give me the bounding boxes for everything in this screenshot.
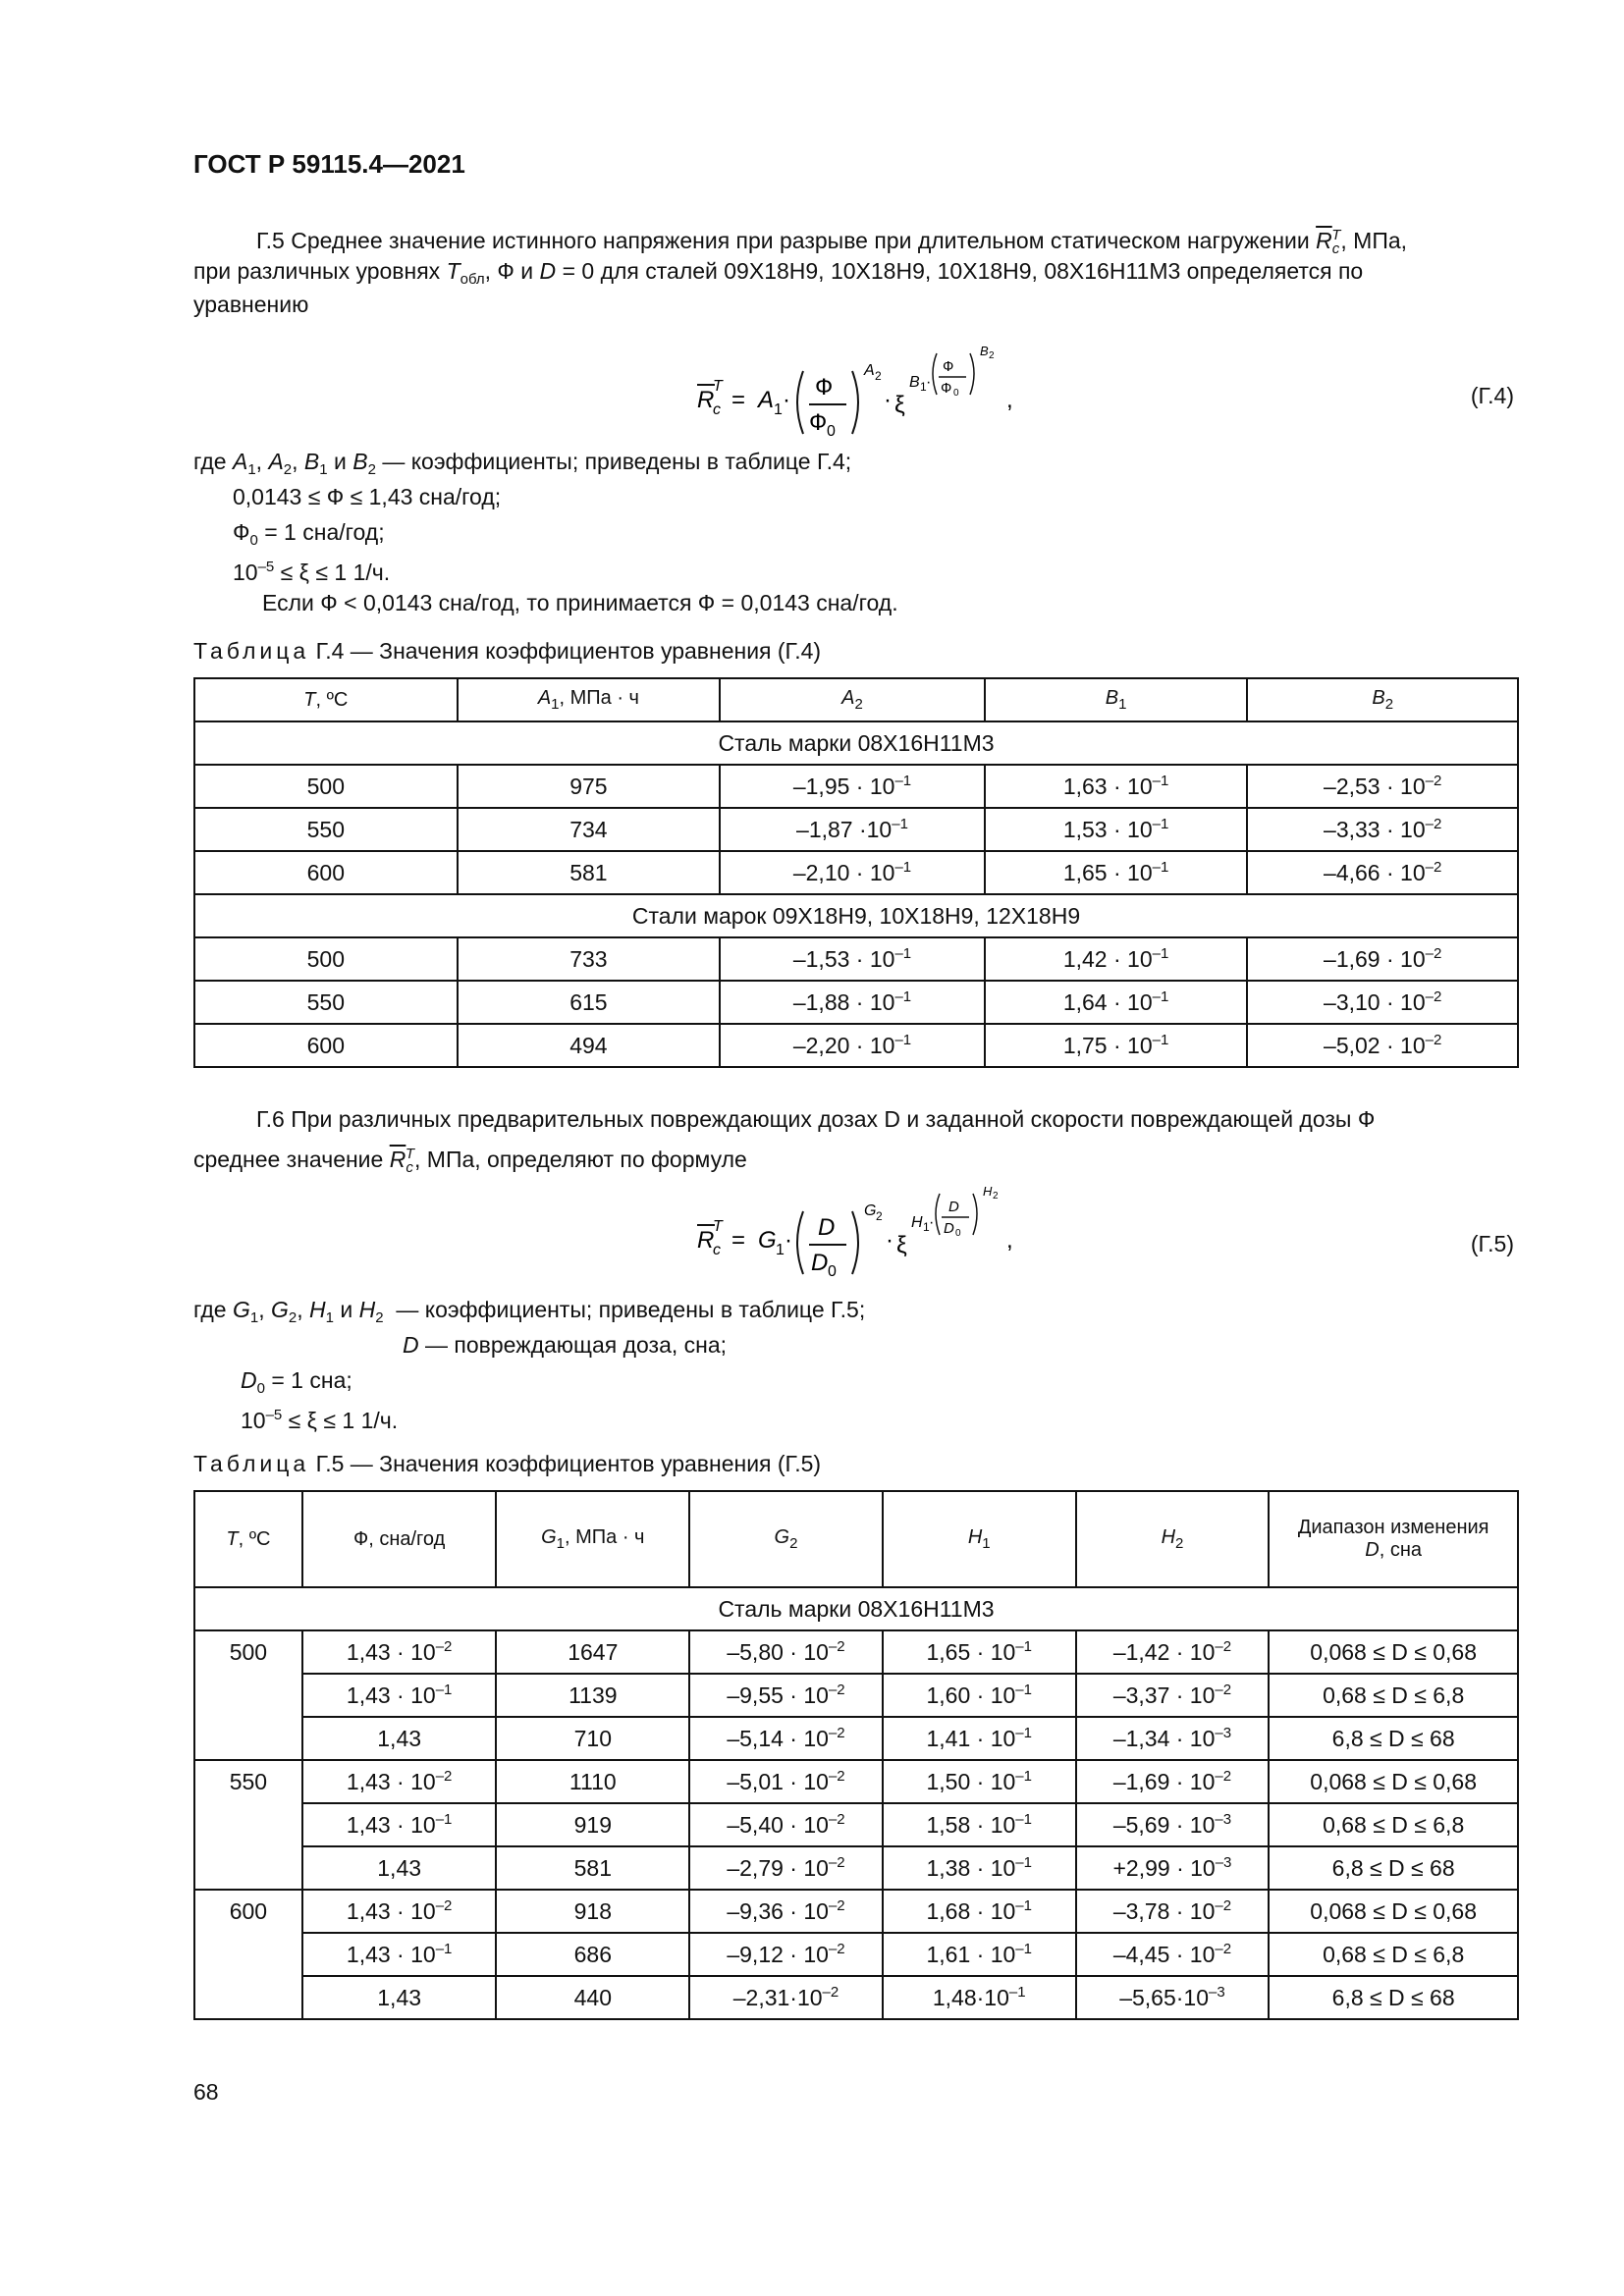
table5-col-phi: Ф, сна/год (302, 1491, 497, 1587)
equation-number-g5: (Г.5) (1470, 1231, 1514, 1256)
svg-text:H: H (983, 1184, 993, 1199)
svg-text:B: B (980, 344, 989, 358)
svg-text:D: D (811, 1250, 829, 1276)
table4-col-a2: $A_2$ (720, 678, 985, 721)
g5-paragraph-line3: уравнению (193, 292, 309, 317)
table5-col-t: T, ºC (194, 1491, 302, 1587)
svg-text:Ф: Ф (815, 374, 834, 400)
svg-text:T: T (713, 378, 723, 395)
equation-number-g4: (Г.4) (1470, 383, 1514, 408)
svg-text:1: 1 (923, 1220, 930, 1234)
svg-text:c: c (713, 401, 721, 418)
table-row: 1,43 581 $-2,79 \cdot 10^{-2}$ $1,38 \cdot 10^{-1}$ $+2,99 \cdot 10^{-3}$ 6,8 ≤ D ≤ 68 (194, 1846, 1518, 1890)
svg-text:D: D (818, 1214, 836, 1241)
table-row: 1,43 440 $-2,31\cdot 10^{-2}$ $1,48\cdot 10^{-1}$ $-5,65\cdot 10^{-3}$ 6,8 ≤ D ≤ 68 (194, 1976, 1518, 2019)
table5-col-range: Диапазон изменения D, сна (1269, 1491, 1518, 1587)
temp-cell: 600 (194, 1890, 302, 2019)
d-definition: D — повреждающая доза, сна; (403, 1332, 728, 1358)
svg-text:·: · (783, 387, 790, 413)
table5-caption: Таблица Г.5 — Значения коэффициентов уравнения (Г.5) (193, 1451, 822, 1476)
table-row: 550 734 $-1,87 \cdot 10^{-1}$ $1,53 \cdot 10^{-1}$ $-3,33 \cdot 10^{-2}$ (194, 808, 1518, 851)
svg-text:A: A (864, 362, 875, 379)
g5-paragraph-line1: Г.5 Среднее значение истинного напряжения при разрыве при длительном статическом нагружении $\overline{R}_c^T$, МПа, (256, 227, 1408, 257)
table4-caption: Таблица Г.4 — Значения коэффициентов уравнения (Г.4) (193, 638, 822, 664)
svg-text:G: G (864, 1202, 877, 1219)
table5-col-g1: $G_1$, МПа · ч (496, 1491, 689, 1587)
svg-text:R: R (697, 387, 715, 413)
table-row: 600 494 $-2,20 \cdot 10^{-1}$ $1,75 \cdot 10^{-1}$ $-5,02 \cdot 10^{-2}$ (194, 1024, 1518, 1067)
table5-group-title: Сталь марки 08Х16Н11М3 (194, 1587, 1518, 1630)
svg-text:H: H (911, 1214, 923, 1231)
phi0-value: $Ф_0 = 1$ сна/год; (233, 519, 385, 549)
table4-col-a1: $A_1$, МПа · ч (458, 678, 721, 721)
table-row: 500 733 $-1,53 \cdot 10^{-1}$ $1,42 \cdot 10^{-1}$ $-1,69 \cdot 10^{-2}$ (194, 937, 1518, 981)
svg-text:,: , (1006, 387, 1013, 413)
table4-group-title: Стали марок 09Х18Н9, 10Х18Н9, 12Х18Н9 (194, 894, 1518, 937)
table4-col-b2: $B_2$ (1247, 678, 1518, 721)
table-row: 500 975 $-1,95 \cdot 10^{-1}$ $1,63 \cdot 10^{-1}$ $-2,53 \cdot 10^{-2}$ (194, 765, 1518, 808)
formula-g4 (687, 334, 1041, 442)
table-row: 550 615 $-1,88 \cdot 10^{-1}$ $1,64 \cdot 10^{-1}$ $-3,10 \cdot 10^{-2}$ (194, 981, 1518, 1024)
g5-paragraph-line2: при различных уровнях $T_{обл}$, Ф и D = 0 для сталей 09Х18Н9, 10Х18Н9, 10Х18Н9, 08Х16Н11М3 определяется по (193, 258, 1364, 288)
g6-where-line: где $G_1$, $G_2$, $H_1$ и $H_2$ — коэффициенты; приведены в таблице Г.5; (193, 1297, 866, 1326)
svg-text:·: · (785, 1227, 792, 1254)
svg-text:0: 0 (953, 388, 959, 399)
xi-range-g5: $10^{-5} \le \xi \le 1$ 1/ч. (241, 1407, 399, 1433)
svg-text:R: R (697, 1227, 715, 1254)
svg-text:A: A (758, 387, 775, 413)
table-row: 600 581 $-2,10 \cdot 10^{-1}$ $1,65 \cdot 10^{-1}$ $-4,66 \cdot 10^{-2}$ (194, 851, 1518, 894)
table-row: 600 $1,43 \cdot 10^{-2}$ 918 $-9,36 \cdot 10^{-2}$ $1,68 \cdot 10^{-1}$ $-3,78 \cdot 10^{-2}$ 0,068 ≤ D ≤ 0,68 (194, 1890, 1518, 1933)
svg-text:·: · (929, 1214, 935, 1231)
table-row: 550 $1,43 \cdot 10^{-2}$ 1110 $-5,01 \cdot 10^{-2}$ $1,50 \cdot 10^{-1}$ $-1,69 \cdot 10^{-2}$ 0,068 ≤ D ≤ 0,68 (194, 1760, 1518, 1803)
svg-text:1: 1 (920, 380, 927, 394)
svg-text:2: 2 (875, 369, 882, 383)
formula-g5 (687, 1176, 1041, 1284)
svg-text:B: B (909, 374, 920, 391)
svg-text:D: D (948, 1199, 959, 1215)
svg-text:2: 2 (876, 1209, 883, 1223)
svg-text:=: = (731, 387, 746, 413)
temp-cell: 500 (194, 1630, 302, 1760)
table4-col-b1: $B_1$ (985, 678, 1248, 721)
phi-min-note: Если Ф < 0,0143 сна/год, то принимается Ф = 0,0143 сна/год. (262, 590, 898, 615)
svg-text:ξ: ξ (896, 1232, 907, 1258)
svg-text:·: · (884, 387, 892, 413)
table4-group-title: Сталь марки 08Х16Н11М3 (194, 721, 1518, 765)
svg-text:ξ: ξ (894, 392, 905, 418)
table5-header-row (194, 1491, 1518, 1587)
svg-text:1: 1 (774, 401, 783, 418)
svg-text:G: G (758, 1227, 777, 1254)
page-number: 68 (193, 2079, 219, 2105)
table-row: 1,43 710 $-5,14 \cdot 10^{-2}$ $1,41 \cdot 10^{-1}$ $-1,34 \cdot 10^{-3}$ 6,8 ≤ D ≤ 68 (194, 1717, 1518, 1760)
table5-col-g2: $G_2$ (689, 1491, 883, 1587)
table-row: $1,43 \cdot 10^{-1}$ 919 $-5,40 \cdot 10^{-2}$ $1,58 \cdot 10^{-1}$ $-5,69 \cdot 10^{-3}$ 0,68 ≤ D ≤ 6,8 (194, 1803, 1518, 1846)
svg-text:2: 2 (989, 350, 995, 361)
table4-header-row (194, 678, 1518, 721)
svg-text:T: T (713, 1218, 723, 1235)
table-row: $1,43 \cdot 10^{-1}$ 686 $-9,12 \cdot 10^{-2}$ $1,61 \cdot 10^{-1}$ $-4,45 \cdot 10^{-2}$ 0,68 ≤ D ≤ 6,8 (194, 1933, 1518, 1976)
g5-where-line: где $A_1$, $A_2$, $B_1$ и $B_2$ — коэффициенты; приведены в таблице Г.4; (193, 449, 852, 478)
svg-text:·: · (886, 1227, 893, 1254)
d0-value: $D_0 = 1$ сна; (241, 1367, 352, 1397)
phi-range: 0,0143 ≤ Ф ≤ 1,43 сна/год; (233, 484, 502, 509)
svg-text:c: c (713, 1242, 721, 1258)
table4-col-t: T, ºC (194, 678, 458, 721)
table5-col-h2: $H_2$ (1076, 1491, 1270, 1587)
svg-text:0: 0 (828, 1263, 837, 1280)
table5-col-h1: $H_1$ (883, 1491, 1076, 1587)
table-row: $1,43 \cdot 10^{-1}$ 1139 $-9,55 \cdot 10^{-2}$ $1,60 \cdot 10^{-1}$ $-3,37 \cdot 10^{-2}$ 0,68 ≤ D ≤ 6,8 (194, 1674, 1518, 1717)
temp-cell: 550 (194, 1760, 302, 1890)
g6-paragraph-line2: среднее значение $\overline{R}_c^T$, МПа, определяют по формуле (193, 1146, 747, 1176)
svg-text:D: D (944, 1220, 954, 1237)
document-header: ГОСТ Р 59115.4—2021 (193, 149, 465, 179)
svg-text:Ф: Ф (809, 409, 828, 436)
svg-text:0: 0 (827, 423, 836, 440)
svg-text:·: · (926, 374, 932, 391)
svg-text:Ф: Ф (941, 380, 952, 397)
svg-text:1: 1 (776, 1242, 785, 1258)
svg-text:,: , (1006, 1227, 1013, 1254)
svg-text:=: = (731, 1227, 746, 1254)
g6-paragraph-line1: Г.6 При различных предварительных повреждающих дозах D и заданной скорости повреждающей дозы Ф (256, 1106, 1376, 1132)
svg-text:0: 0 (955, 1228, 961, 1239)
table5 (193, 1490, 1519, 2020)
svg-text:2: 2 (993, 1191, 999, 1201)
svg-text:Ф: Ф (943, 358, 954, 375)
xi-range-g4: $10^{-5} \le \xi \le 1$ 1/ч. (233, 559, 391, 585)
table4 (193, 677, 1519, 1068)
table-row: 500 $1,43 \cdot 10^{-2}$ 1647 $-5,80 \cdot 10^{-2}$ $1,65 \cdot 10^{-1}$ $-1,42 \cdot 10^{-2}$ 0,068 ≤ D ≤ 0,68 (194, 1630, 1518, 1674)
